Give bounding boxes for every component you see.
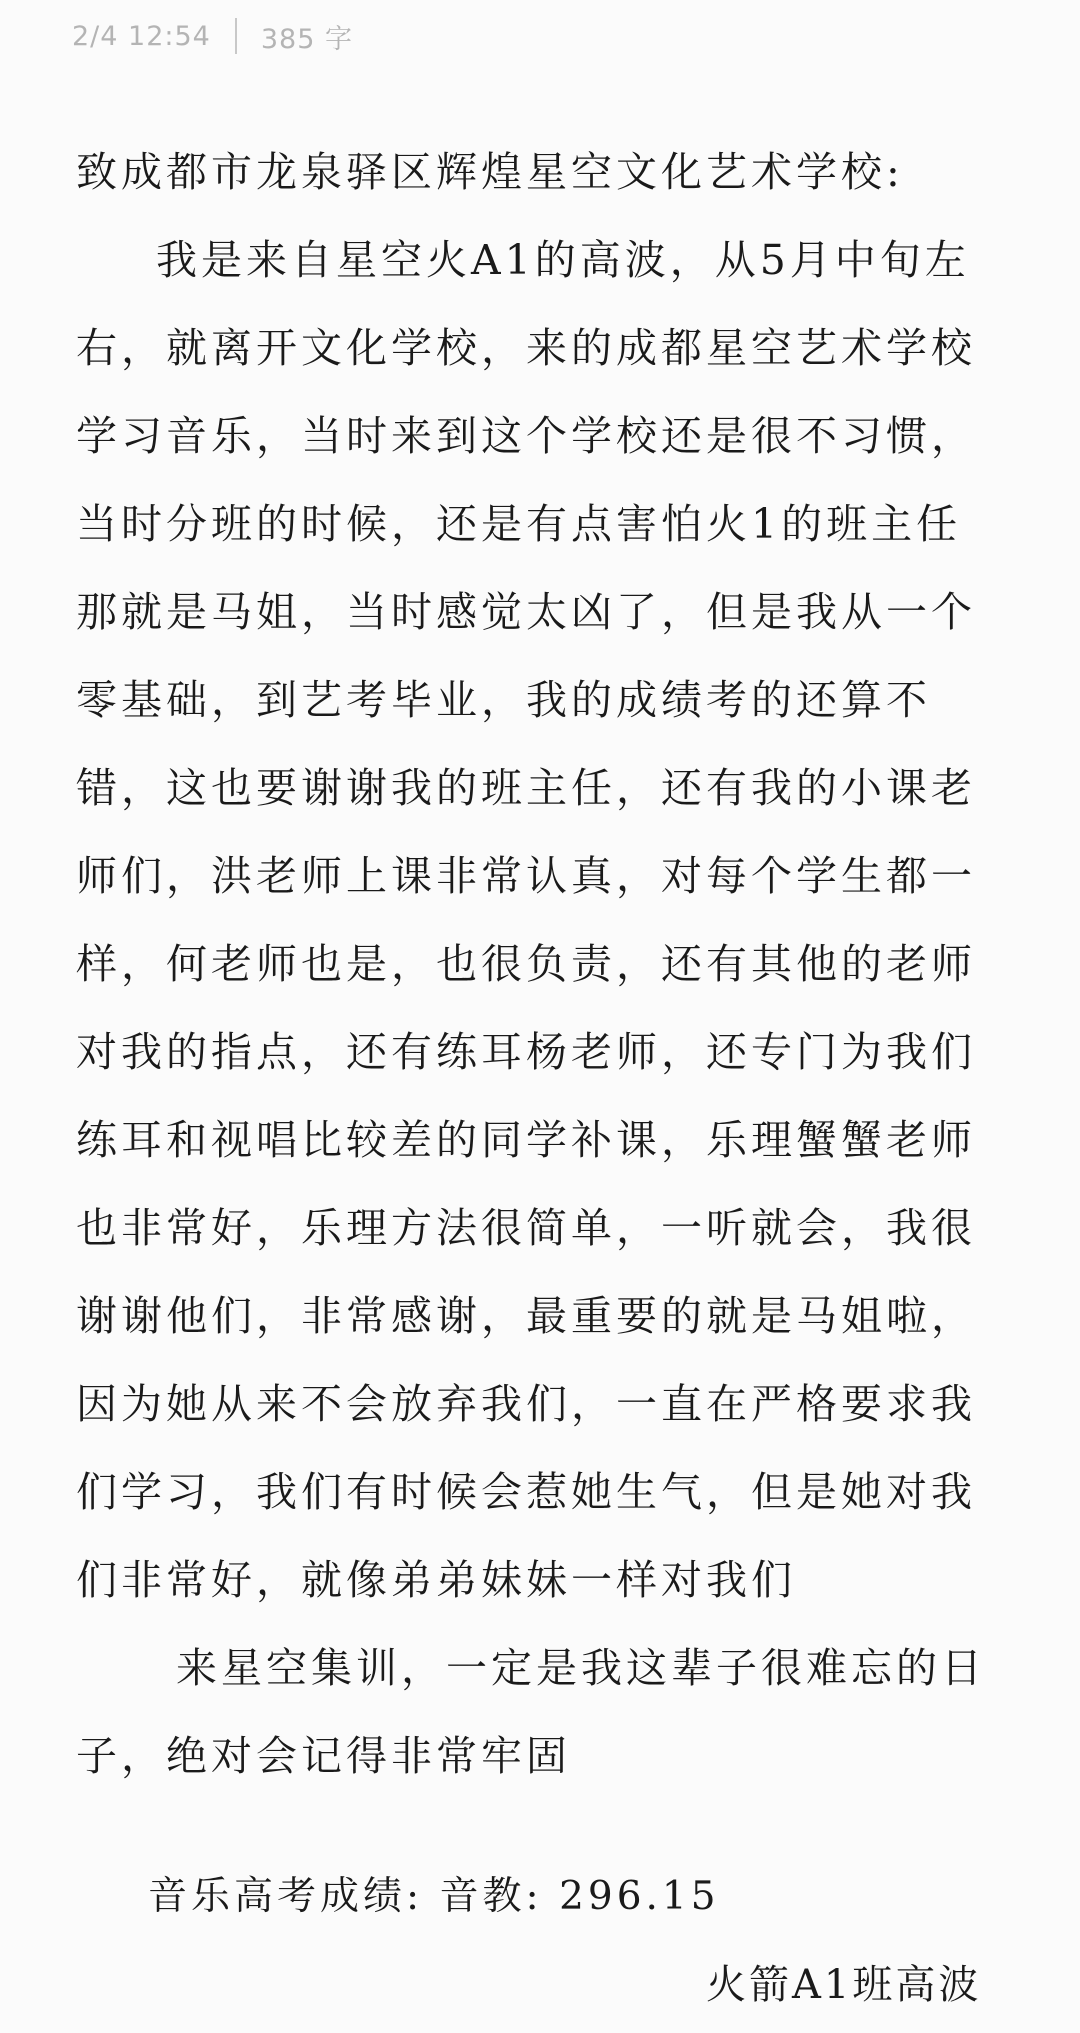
note-line: 师们，洪老师上课非常认真，对每个学生都一 [76,852,976,900]
note-line: 零基础，到艺考毕业，我的成绩考的还算不 [76,676,931,724]
note-line: 对我的指点，还有练耳杨老师，还专门为我们 [76,1028,976,1076]
exam-score-line: 音乐高考成绩: 音教: 296.15 [148,1874,720,1919]
note-line: 也非常好，乐理方法很简单，一听就会，我很 [76,1204,976,1252]
note-line: 们学习，我们有时候会惹她生气，但是她对我 [76,1468,976,1516]
note-line: 练耳和视唱比较差的同学补课，乐理蟹蟹老师 [76,1116,976,1164]
note-line: 来星空集训，一定是我这辈子很难忘的日 [176,1644,986,1692]
note-line: 们非常好，就像弟弟妹妹一样对我们 [76,1556,796,1604]
note-line: 我是来自星空火A1的高波，从5月中旬左 [156,236,970,284]
note-datetime: 2/4 12:54 [72,20,211,52]
note-line-salutation: 致成都市龙泉驿区辉煌星空文化艺术学校: [76,148,904,196]
note-line: 谢谢他们，非常感谢，最重要的就是马姐啦， [76,1292,976,1340]
note-body[interactable] [76,128,1016,1800]
note-line: 学习音乐，当时来到这个学校还是很不习惯， [76,412,976,460]
note-meta-bar [72,14,353,58]
note-line: 当时分班的时候，还是有点害怕火1的班主任 [76,500,962,548]
note-line: 那就是马姐，当时感觉太凶了，但是我从一个 [76,588,976,636]
note-line: 因为她从来不会放弃我们，一直在严格要求我 [76,1380,976,1428]
note-line: 子，绝对会记得非常牢固 [76,1732,571,1780]
meta-divider [235,18,237,54]
note-line: 右，就离开文化学校，来的成都星空艺术学校 [76,324,976,372]
note-line: 样，何老师也是，也很负责，还有其他的老师 [76,940,976,988]
note-line: 错，这也要谢谢我的班主任，还有我的小课老 [76,764,976,812]
signature: 火箭A1班高波 [706,1962,982,2008]
note-word-count: 385 字 [260,23,353,55]
